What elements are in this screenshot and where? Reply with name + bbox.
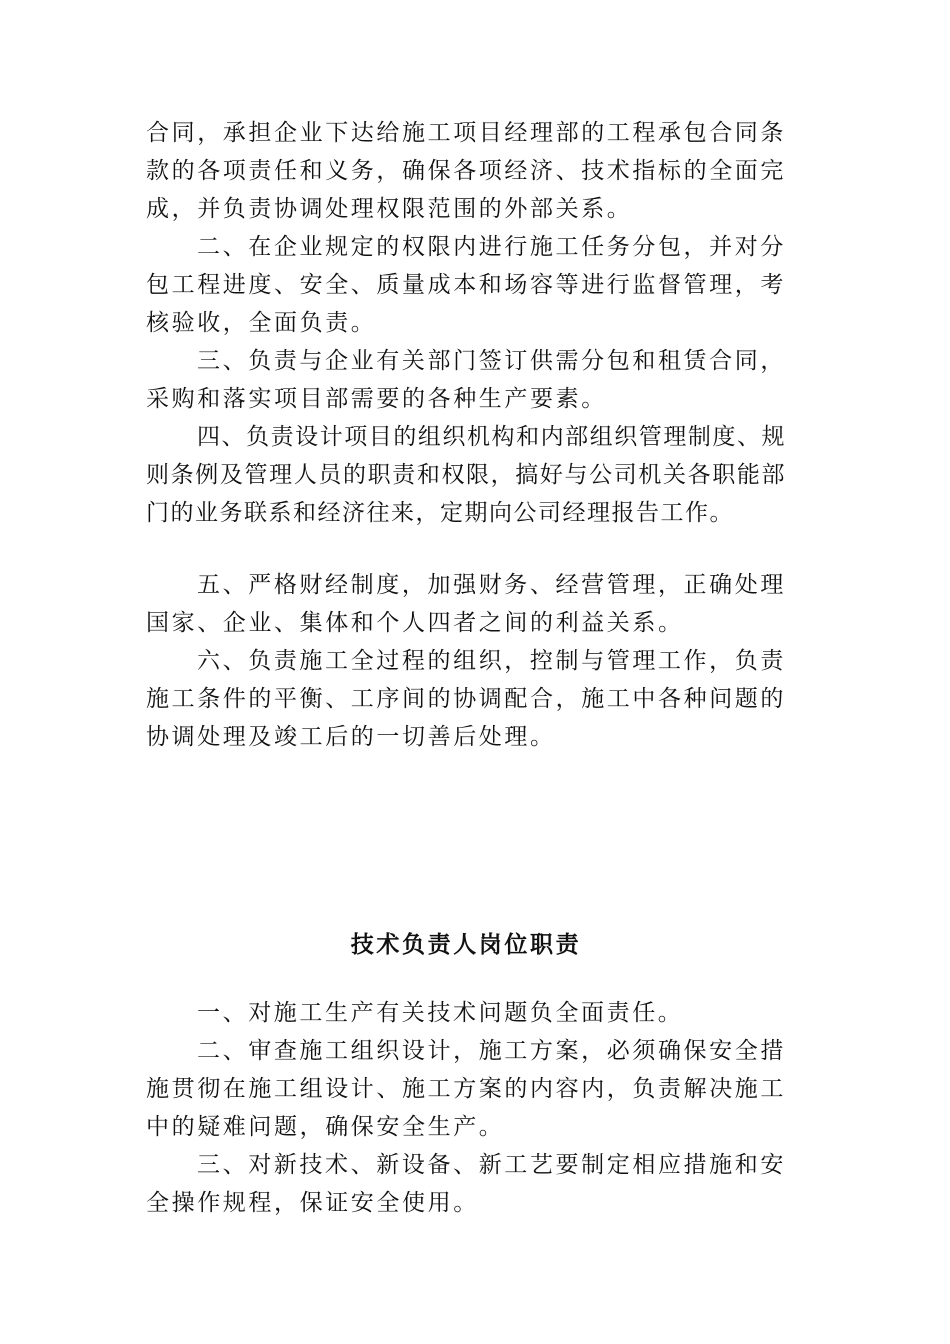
paragraph-item-5: 五、严格财经制度，加强财务、经营管理，正确处理国家、企业、集体和个人四者之间的利益关系。 — [146, 572, 786, 636]
paragraph-tech-item-2: 二、审查施工组织设计，施工方案，必须确保安全措施贯彻在施工组设计、施工方案的内容内，负责解决施工中的疑难问题，确保安全生产。 — [146, 1038, 786, 1140]
paragraph-tech-item-3: 三、对新技术、新设备、新工艺要制定相应措施和安全操作规程，保证安全使用。 — [146, 1152, 786, 1216]
section-title: 技术负责人岗位职责 — [350, 931, 582, 958]
paragraph-item-2: 二、在企业规定的权限内进行施工任务分包，并对分包工程进度、安全、质量成本和场容等进行监督管理，考核验收，全面负责。 — [146, 234, 786, 336]
spacer — [146, 532, 786, 566]
paragraph-item-6: 六、负责施工全过程的组织，控制与管理工作，负责施工条件的平衡、工序间的协调配合，施工中各种问题的协调处理及竣工后的一切善后处理。 — [146, 648, 786, 750]
paragraph-contract-continuation: 合同，承担企业下达给施工项目经理部的工程承包合同条款的各项责任和义务，确保各项经济、技术指标的全面完成，并负责协调处理权限范围的外部关系。 — [146, 120, 786, 222]
paragraph-tech-item-1: 一、对施工生产有关技术问题负全面责任。 — [197, 1000, 684, 1026]
spacer — [146, 964, 786, 994]
paragraph-item-4: 四、负责设计项目的组织机构和内部组织管理制度、规则条例及管理人员的职责和权限，搞好与公司机关各职能部门的业务联系和经济往来，定期向公司经理报告工作。 — [146, 424, 786, 526]
spacer — [146, 756, 786, 926]
paragraph-item-3: 三、负责与企业有关部门签订供需分包和租赁合同，采购和落实项目部需要的各种生产要素。 — [146, 348, 786, 412]
document-page — [146, 114, 786, 1222]
